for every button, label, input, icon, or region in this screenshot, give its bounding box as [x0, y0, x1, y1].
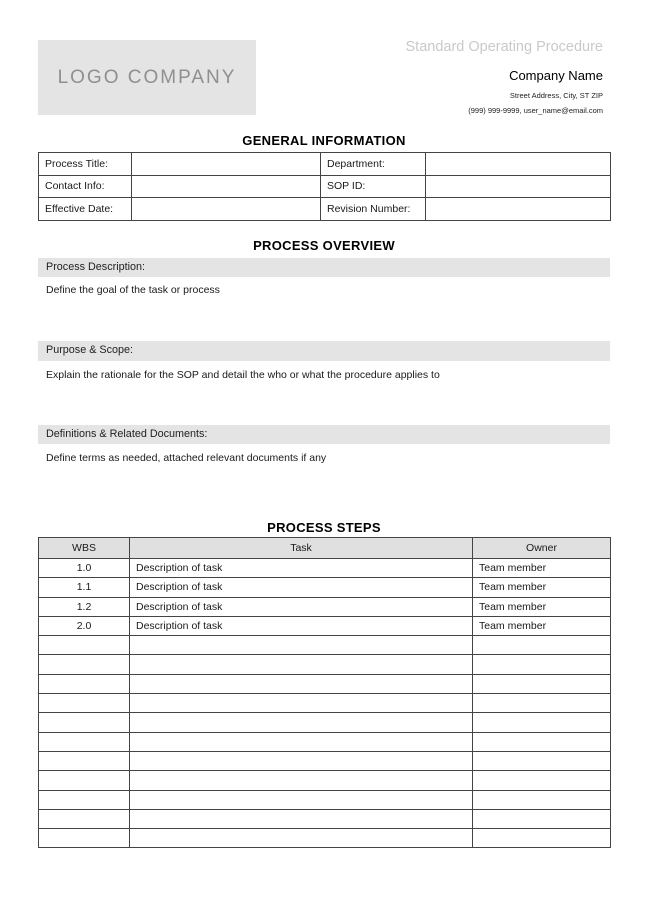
- process-step-empty-row: [39, 790, 611, 809]
- wbs-empty-cell[interactable]: [39, 732, 130, 751]
- effective-date-label: Effective Date:: [39, 198, 132, 221]
- task-empty-cell[interactable]: [130, 809, 473, 828]
- company-phone-email: (999) 999-9999, user_name@email.com: [468, 106, 603, 115]
- department-label: Department:: [321, 153, 426, 176]
- owner-empty-cell[interactable]: [473, 694, 611, 713]
- process-steps-table: [38, 537, 611, 848]
- owner-empty-cell[interactable]: [473, 674, 611, 693]
- task-cell: Description of task: [130, 559, 473, 578]
- company-logo: [38, 40, 256, 115]
- process-step-empty-row: [39, 655, 611, 674]
- owner-empty-cell[interactable]: [473, 771, 611, 790]
- task-empty-cell[interactable]: [130, 732, 473, 751]
- owner-cell: Team member: [473, 559, 611, 578]
- wbs-empty-cell[interactable]: [39, 636, 130, 655]
- revision-number-field[interactable]: [426, 198, 611, 221]
- task-cell: Description of task: [130, 578, 473, 597]
- process-step-row: [39, 597, 611, 616]
- general-info-row: [39, 153, 611, 176]
- wbs-empty-cell[interactable]: [39, 771, 130, 790]
- general-information-title: GENERAL INFORMATION: [242, 133, 406, 148]
- owner-empty-cell[interactable]: [473, 829, 611, 848]
- definitions-documents-heading: Definitions & Related Documents:: [38, 425, 610, 445]
- company-address: Street Address, City, ST ZIP: [509, 91, 603, 100]
- wbs-empty-cell[interactable]: [39, 713, 130, 732]
- contact-info-field[interactable]: [132, 175, 321, 198]
- owner-empty-cell[interactable]: [473, 713, 611, 732]
- owner-cell: Team member: [473, 578, 611, 597]
- process-step-empty-row: [39, 694, 611, 713]
- process-description-heading: Process Description:: [38, 258, 610, 278]
- wbs-cell: 1.2: [39, 597, 130, 616]
- wbs-empty-cell[interactable]: [39, 809, 130, 828]
- task-empty-cell[interactable]: [130, 636, 473, 655]
- process-steps-header-row: [39, 538, 611, 559]
- purpose-scope-heading: Purpose & Scope:: [38, 341, 610, 361]
- wbs-empty-cell[interactable]: [39, 655, 130, 674]
- wbs-empty-cell[interactable]: [39, 674, 130, 693]
- task-empty-cell[interactable]: [130, 751, 473, 770]
- wbs-empty-cell[interactable]: [39, 751, 130, 770]
- wbs-cell: 1.0: [39, 559, 130, 578]
- owner-cell: Team member: [473, 616, 611, 635]
- task-empty-cell[interactable]: [130, 674, 473, 693]
- task-empty-cell[interactable]: [130, 713, 473, 732]
- sop-id-field[interactable]: [426, 175, 611, 198]
- process-description-text: Define the goal of the task or process: [46, 284, 220, 296]
- contact-info-label: Contact Info:: [39, 175, 132, 198]
- process-step-row: [39, 559, 611, 578]
- owner-empty-cell[interactable]: [473, 655, 611, 674]
- document-title: Standard Operating Procedure: [405, 39, 603, 55]
- department-field[interactable]: [426, 153, 611, 176]
- owner-column-header: Owner: [473, 538, 611, 559]
- wbs-empty-cell[interactable]: [39, 694, 130, 713]
- task-cell: Description of task: [130, 597, 473, 616]
- revision-number-label: Revision Number:: [321, 198, 426, 221]
- effective-date-field[interactable]: [132, 198, 321, 221]
- task-cell: Description of task: [130, 616, 473, 635]
- sop-id-label: SOP ID:: [321, 175, 426, 198]
- task-empty-cell[interactable]: [130, 694, 473, 713]
- task-empty-cell[interactable]: [130, 829, 473, 848]
- general-info-row: [39, 198, 611, 221]
- owner-empty-cell[interactable]: [473, 732, 611, 751]
- wbs-empty-cell[interactable]: [39, 829, 130, 848]
- wbs-cell: 2.0: [39, 616, 130, 635]
- general-information-table: [38, 152, 611, 221]
- owner-empty-cell[interactable]: [473, 751, 611, 770]
- header-company-block: [406, 40, 604, 115]
- process-title-label: Process Title:: [39, 153, 132, 176]
- general-info-row: [39, 175, 611, 198]
- process-step-empty-row: [39, 713, 611, 732]
- wbs-cell: 1.1: [39, 578, 130, 597]
- definitions-documents-text: Define terms as needed, attached relevant documents if any: [46, 452, 327, 464]
- process-step-empty-row: [39, 732, 611, 751]
- task-empty-cell[interactable]: [130, 771, 473, 790]
- company-name: Company Name: [509, 68, 603, 83]
- process-step-empty-row: [39, 809, 611, 828]
- owner-empty-cell[interactable]: [473, 636, 611, 655]
- process-title-field[interactable]: [132, 153, 321, 176]
- process-steps-title: PROCESS STEPS: [267, 520, 381, 535]
- wbs-column-header: WBS: [39, 538, 130, 559]
- process-step-empty-row: [39, 829, 611, 848]
- task-empty-cell[interactable]: [130, 655, 473, 674]
- process-step-empty-row: [39, 674, 611, 693]
- logo-placeholder-text: LOGO COMPANY: [57, 66, 237, 88]
- process-step-empty-row: [39, 751, 611, 770]
- process-overview-title: PROCESS OVERVIEW: [253, 238, 395, 253]
- wbs-empty-cell[interactable]: [39, 790, 130, 809]
- process-step-row: [39, 578, 611, 597]
- task-column-header: Task: [130, 538, 473, 559]
- process-step-empty-row: [39, 771, 611, 790]
- process-step-empty-row: [39, 636, 611, 655]
- process-step-row: [39, 616, 611, 635]
- task-empty-cell[interactable]: [130, 790, 473, 809]
- owner-empty-cell[interactable]: [473, 790, 611, 809]
- owner-empty-cell[interactable]: [473, 809, 611, 828]
- owner-cell: Team member: [473, 597, 611, 616]
- purpose-scope-text: Explain the rationale for the SOP and detail the who or what the procedure applies to: [46, 368, 440, 381]
